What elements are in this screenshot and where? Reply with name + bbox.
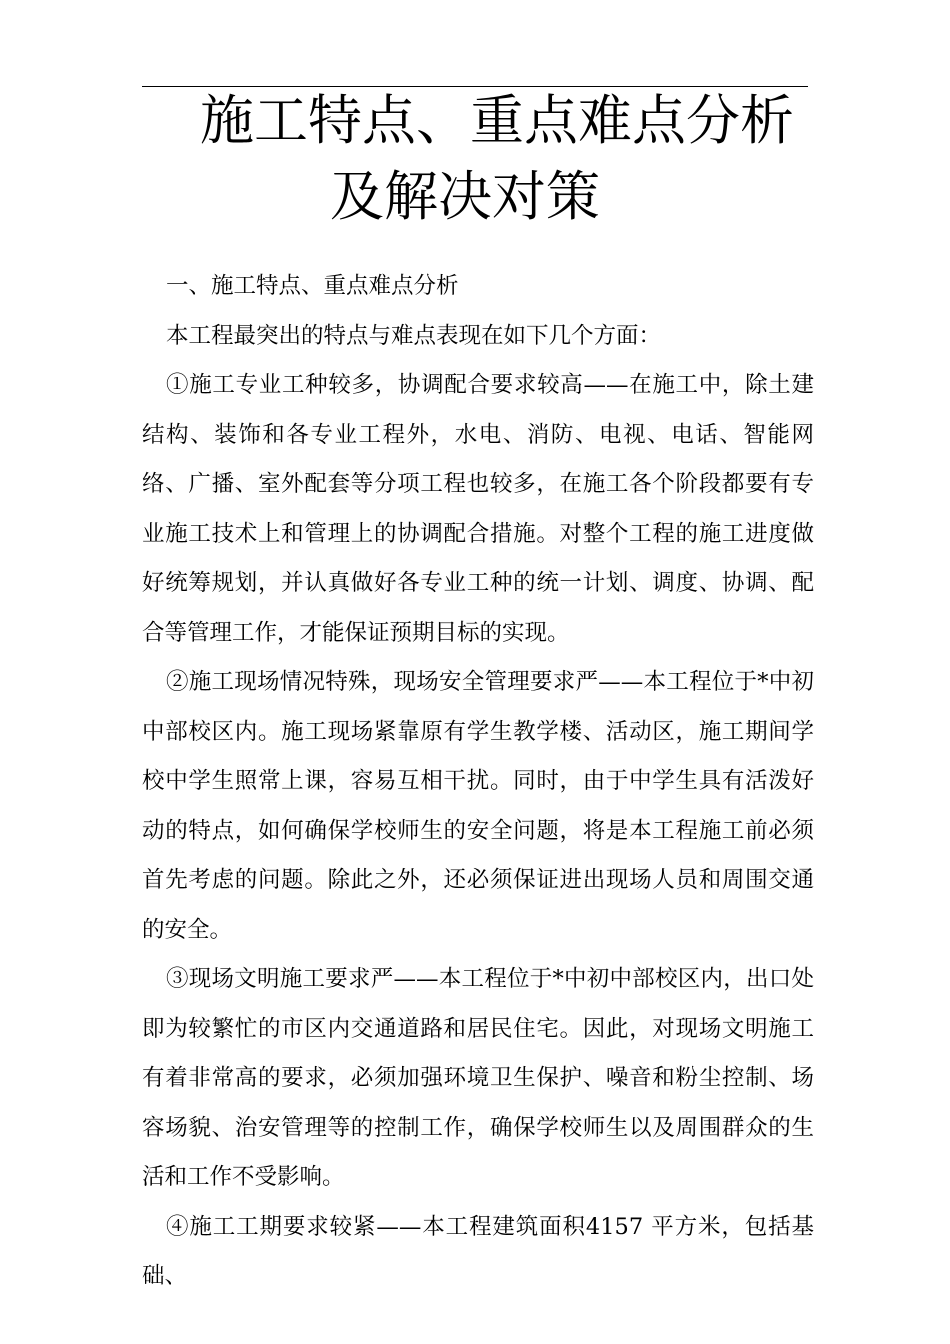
document-body — [142, 262, 814, 1302]
intro-paragraph: 本工程最突出的特点与难点表现在如下几个方面： — [166, 322, 662, 349]
section-heading: 一、施工特点、重点难点分析 — [166, 273, 459, 299]
paragraph-4: ④施工工期要求较紧——本工程建筑面积4157 平方米，包括基础、 — [142, 1213, 814, 1289]
document-title-line-2: 及解决对策 — [330, 165, 600, 228]
paragraph-2: ②施工现场情况特殊，现场安全管理要求严——本工程位于*中初中部校区内。施工现场紧靠原有学生教学楼、活动区，施工期间学校中学生照常上课，容易互相干扰。同时，由于中学生具有活泼好动的特点，如何确保学校师生的安全问题，将是本工程施工前必须首先考虑的问题。除此之外，还必须保证进出现场人员和周围交通的安全。 — [142, 669, 814, 943]
document-title-line-1: 施工特点、重点难点分析 — [200, 89, 794, 152]
paragraph-1: ①施工专业工种较多，协调配合要求较高——在施工中，除土建结构、装饰和各专业工程外，水电、消防、电视、电话、智能网络、广播、室外配套等分项工程也较多，在施工各个阶段都要有专业施工技术上和管理上的协调配合措施。对整个工程的施工进度做好统筹规划，并认真做好各专业工种的统一计划、调度、协调、配合等管理工作，才能保证预期目标的实现。 — [142, 372, 814, 646]
header-rule — [142, 86, 808, 87]
paragraph-3: ③现场文明施工要求严——本工程位于*中初中部校区内，出口处即为较繁忙的市区内交通道路和居民住宅。因此，对现场文明施工有着非常高的要求，必须加强环境卫生保护、噪音和粉尘控制、场容场貌、治安管理等的控制工作，确保学校师生以及周围群众的生活和工作不受影响。 — [142, 966, 814, 1190]
